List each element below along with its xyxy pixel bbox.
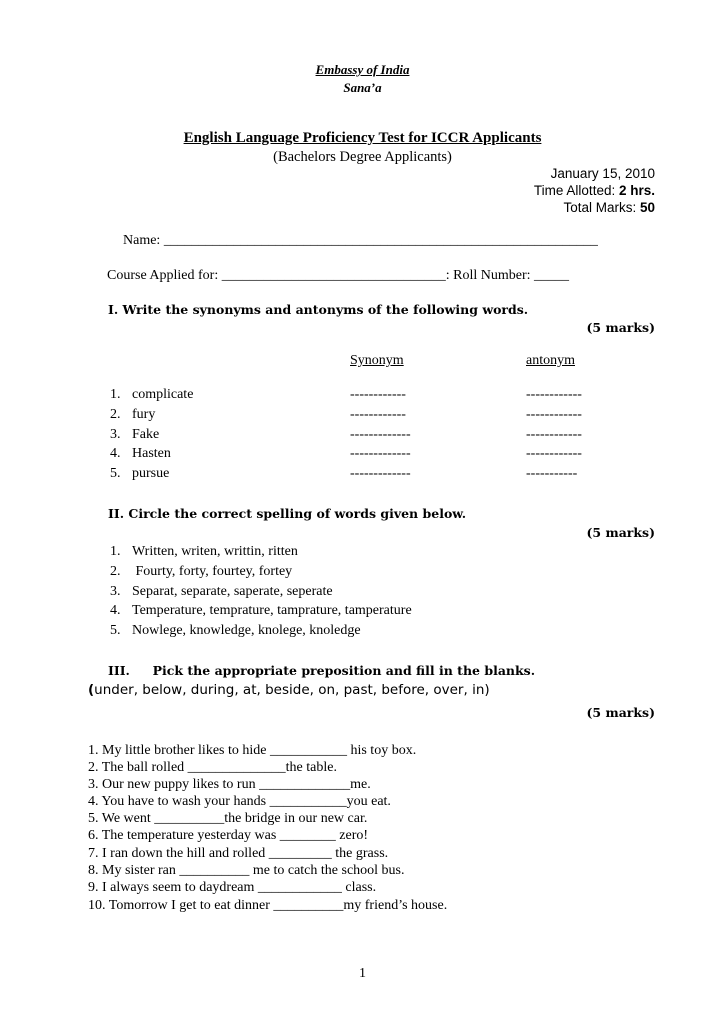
item-number: 1. (110, 387, 121, 402)
list-item (110, 427, 159, 443)
fill-blank-item[interactable]: 9. I always seem to daydream ____________ class. (88, 880, 377, 895)
synonym-column-header: Synonym (350, 353, 404, 368)
section1-heading: I. Write the synonyms and antonyms of the following words. (108, 302, 529, 317)
section2-heading: II. Circle the correct spelling of words given below. (108, 506, 467, 521)
spelling-options: Fourty, forty, fourtey, fortey (132, 564, 293, 579)
name-label: Name: (123, 233, 164, 248)
embassy-heading: Embassy of India (315, 62, 410, 77)
list-item[interactable] (110, 564, 292, 580)
course-field (107, 268, 569, 284)
antonym-blank[interactable]: ------------ (526, 427, 582, 442)
roll-number-blank[interactable]: _____ (534, 268, 569, 283)
fill-blank-item[interactable]: 3. Our new puppy likes to run _____________me. (88, 777, 371, 792)
synonym-blank[interactable]: ------------ (350, 407, 406, 422)
antonym-blank[interactable]: ------------ (526, 407, 582, 422)
roll-number-label: : Roll Number: (445, 268, 534, 283)
test-date: January 15, 2010 (550, 166, 655, 181)
list-item (110, 466, 169, 482)
synonym-blank[interactable]: ------------- (350, 466, 411, 481)
fill-blank-item[interactable]: 2. The ball rolled ______________the table. (88, 760, 337, 775)
fill-blank-item[interactable]: 7. I ran down the hill and rolled _________ the grass. (88, 846, 389, 861)
word: Hasten (132, 446, 171, 461)
list-item (110, 407, 155, 423)
name-blank[interactable]: ______________________________________________________________ (163, 233, 598, 248)
item-number: 4. (110, 446, 121, 461)
page-number: 1 (359, 966, 366, 981)
synonym-blank[interactable]: ------------- (350, 427, 411, 442)
total-marks-label: Total Marks: (563, 200, 640, 215)
spelling-options: Nowlege, knowledge, knolege, knoledge (132, 623, 361, 638)
test-title: English Language Proficiency Test for ICCR Applicants (183, 130, 542, 146)
section3-title: Pick the appropriate preposition and fill in the blanks. (152, 663, 536, 678)
city-heading: Sana’a (343, 80, 382, 95)
test-subtitle: (Bachelors Degree Applicants) (273, 149, 452, 165)
list-item[interactable] (110, 623, 361, 639)
list-item (110, 387, 193, 403)
fill-blank-item[interactable]: 6. The temperature yesterday was ________ zero! (88, 828, 369, 843)
synonym-blank[interactable]: ------------- (350, 446, 411, 461)
preposition-options (88, 682, 490, 698)
item-number: 5. (110, 466, 121, 481)
course-blank[interactable]: ________________________________ (221, 268, 446, 283)
word: complicate (132, 387, 194, 402)
item-number: 2. (110, 407, 121, 422)
list-item[interactable] (110, 544, 298, 560)
fill-blank-item[interactable]: 1. My little brother likes to hide ___________ his toy box. (88, 743, 417, 758)
options-open-paren: ( (88, 682, 95, 698)
item-number: 4. (110, 603, 121, 618)
item-number: 5. (110, 623, 121, 638)
total-marks (563, 200, 655, 215)
antonym-column-header: antonym (526, 353, 575, 368)
antonym-blank[interactable]: ----------- (526, 466, 578, 481)
name-field (123, 233, 598, 249)
fill-blank-item[interactable]: 5. We went __________the bridge in our new car. (88, 811, 368, 826)
spelling-options: Written, writen, writtin, ritten (132, 544, 298, 559)
antonym-blank[interactable]: ------------ (526, 446, 582, 461)
list-item (110, 446, 171, 462)
options-text: under, below, during, at, beside, on, past, before, over, in) (94, 682, 490, 698)
item-number: 2. (110, 564, 121, 579)
list-item[interactable] (110, 584, 333, 600)
spelling-options: Separat, separate, saperate, seperate (132, 584, 333, 599)
item-number: 3. (110, 584, 121, 599)
item-number: 1. (110, 544, 121, 559)
section3-heading (108, 663, 535, 678)
word: fury (132, 407, 156, 422)
item-number: 3. (110, 427, 121, 442)
time-allotted-label: Time Allotted: (533, 183, 619, 198)
fill-blank-item[interactable]: 8. My sister ran __________ me to catch the school bus. (88, 863, 405, 878)
section2-marks: (5 marks) (586, 525, 655, 540)
course-label: Course Applied for: (107, 268, 222, 283)
spelling-options: Temperature, temprature, tamprature, tamperature (132, 603, 412, 618)
synonym-blank[interactable]: ------------ (350, 387, 406, 402)
section3-number: III. (108, 663, 130, 678)
time-allotted-value: 2 hrs. (618, 183, 655, 198)
time-allotted (534, 183, 655, 198)
word: pursue (132, 466, 170, 481)
fill-blank-item[interactable]: 4. You have to wash your hands ___________you eat. (88, 794, 391, 809)
fill-blank-item[interactable]: 10. Tomorrow I get to eat dinner __________my friend’s house. (88, 898, 448, 913)
antonym-blank[interactable]: ------------ (526, 387, 582, 402)
word: Fake (132, 427, 160, 442)
list-item[interactable] (110, 603, 412, 619)
section1-marks: (5 marks) (586, 320, 655, 335)
total-marks-value: 50 (639, 200, 655, 215)
section3-marks: (5 marks) (586, 705, 655, 720)
